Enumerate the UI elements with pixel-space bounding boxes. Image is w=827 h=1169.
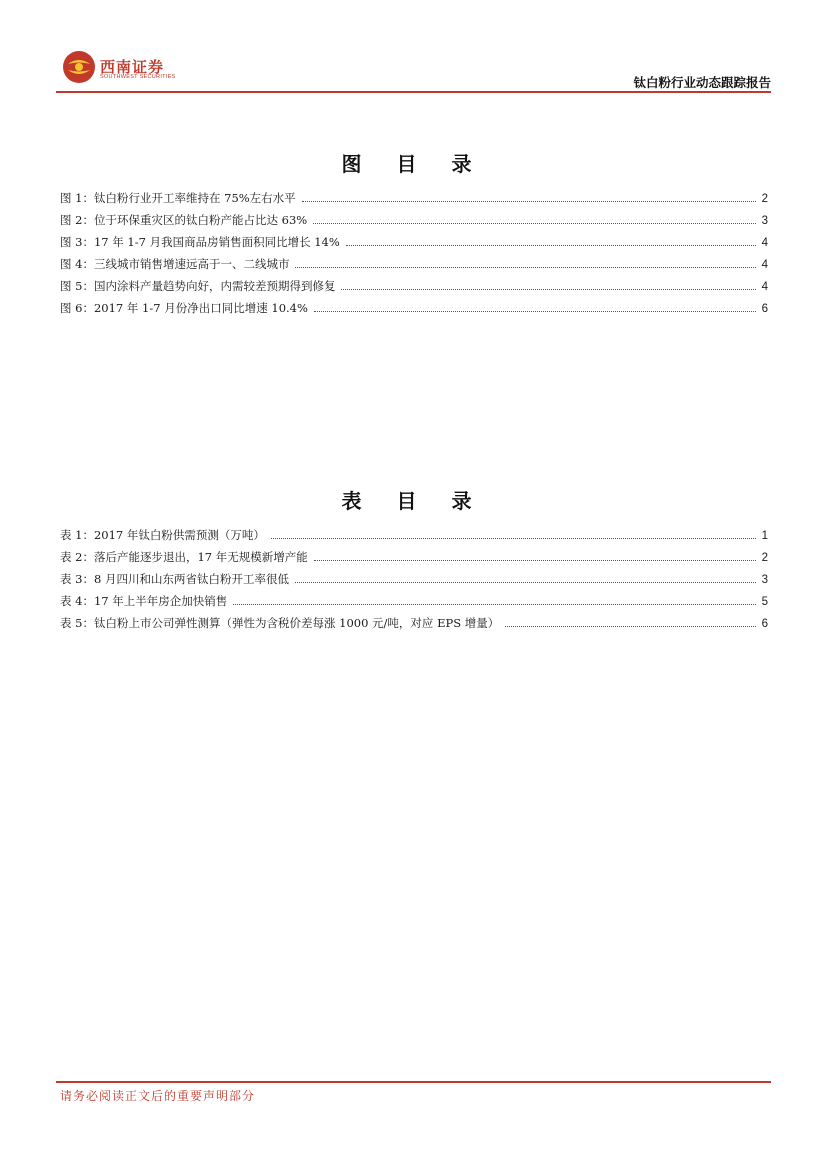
leader-dots	[314, 559, 756, 561]
header-divider	[56, 91, 771, 93]
table-entry-page: 1	[761, 530, 768, 542]
figure-entry-label: 图 5：国内涂料产量趋势向好，内需较差预期得到修复	[60, 279, 336, 293]
table-entry-label: 表 4：17 年上半年房企加快销售	[60, 594, 228, 608]
table-entry[interactable]	[60, 527, 768, 549]
leader-dots	[271, 537, 756, 539]
table-entry-label: 表 2：落后产能逐步退出，17 年无规模新增产能	[60, 550, 308, 564]
footer-divider	[56, 1081, 771, 1083]
figure-entry-page: 6	[761, 303, 768, 315]
figure-entry-page: 4	[761, 237, 768, 249]
table-entry-label: 表 1：2017 年钛白粉供需预测（万吨）	[60, 528, 265, 542]
table-entry-label: 表 5：钛白粉上市公司弹性测算（弹性为含税价差每涨 1000 元/吨，对应 EPS 增量）	[60, 616, 500, 630]
figure-entry-label: 图 6：2017 年 1-7 月份净出口同比增速 10.4%	[60, 301, 308, 315]
table-index-list	[60, 527, 768, 637]
figure-entry-label: 图 3：17 年 1-7 月我国商品房销售面积同比增长 14%	[60, 235, 340, 249]
logo-company-name-en: SOUTHWEST SECURITIES	[100, 74, 176, 80]
figure-index-title: 图 目 录	[341, 152, 486, 176]
figure-entry[interactable]	[60, 190, 768, 212]
figure-entry[interactable]	[60, 278, 768, 300]
company-logo-icon	[62, 50, 96, 84]
figure-entry[interactable]	[60, 234, 768, 256]
figure-entry-label: 图 2：位于环保重灾区的钛白粉产能占比达 63%	[60, 213, 308, 227]
leader-dots	[295, 266, 756, 268]
table-entry-label: 表 3：8 月四川和山东两省钛白粉开工率很低	[60, 572, 289, 586]
logo-company-name: 西南证券	[100, 58, 165, 76]
figure-entry-page: 3	[761, 215, 768, 227]
table-entry-page: 6	[761, 618, 768, 630]
figure-index-list	[60, 190, 768, 322]
table-entry[interactable]	[60, 593, 768, 615]
leader-dots	[313, 222, 756, 224]
table-entry-page: 5	[761, 596, 768, 608]
figure-entry[interactable]	[60, 256, 768, 278]
table-entry[interactable]	[60, 549, 768, 571]
figure-entry-page: 4	[761, 259, 768, 271]
figure-entry-label: 图 1：钛白粉行业开工率维持在 75%左右水平	[60, 191, 296, 205]
table-index-title: 表 目 录	[341, 489, 486, 513]
page-header	[56, 46, 771, 92]
leader-dots	[314, 310, 756, 312]
leader-dots	[302, 200, 756, 202]
figure-entry-page: 2	[761, 193, 768, 205]
report-title: 钛白粉行业动态跟踪报告	[633, 75, 771, 90]
footer-disclaimer: 请务必阅读正文后的重要声明部分	[60, 1089, 256, 1103]
leader-dots	[505, 625, 756, 627]
table-entry-page: 2	[761, 552, 768, 564]
figure-entry[interactable]	[60, 212, 768, 234]
figure-entry-label: 图 4：三线城市销售增速远高于一、二线城市	[60, 257, 290, 271]
figure-entry[interactable]	[60, 300, 768, 322]
table-entry[interactable]	[60, 615, 768, 637]
leader-dots	[346, 244, 756, 246]
leader-dots	[233, 603, 756, 605]
table-entry-page: 3	[761, 574, 768, 586]
figure-entry-page: 4	[761, 281, 768, 293]
leader-dots	[295, 581, 756, 583]
leader-dots	[341, 288, 756, 290]
table-entry[interactable]	[60, 571, 768, 593]
